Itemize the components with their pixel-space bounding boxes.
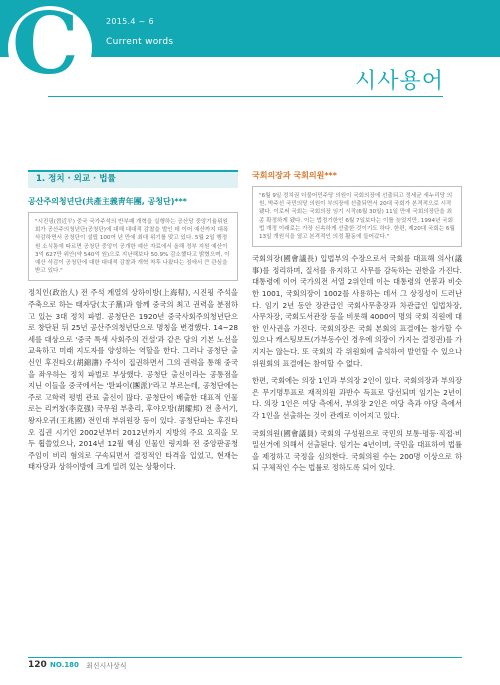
header-divider [48,96,443,97]
term-definition-member: 국회의원(國會議員) 국회의 구성원으로 국민의 보통·평등·직접·비밀선거에 의해서 선출된다. 임기는 4년이며, 국민을 대표하여 법률을 제정하고 국정을 심의한다. 국회의원 수는 200명 이상으로 하되 구체적인 수는 법률로 정하도록 되어 있다. [252,428,462,473]
page-title: 시사용어 [354,69,444,94]
news-quote-box: "시진핑(習近平) 중국 국가주석의 반부패 개혁을 실행하는 공산당 중앙기율위원회가 공산주의청년단(공청단)에 대해 대대적 감찰을 벌인 데 이어 예산까지 대폭 삭감하면서 공청단이 설립 100여 년 만에 최대 위기를 맞고 있다. 5월 2일 행정원 소식통에 따르면 공청단 중앙이 공개한 예산 자료에서 올해 정부 지원 예산이 3억 627만 위안(약 540억 원)으로 지난해보다 50.9% 감소했다고 밝혔으며, 이 예산 삭감이 공청단에 대한 대대적 감찰과 개혁 착후 나왔다는 점에서 큰 관심을 받고 있다." [28,212,238,281]
issue-number: NO.180 [50,661,79,669]
left-column [28,170,238,473]
term-definition: 정치인(政治人) 전 주석 계열의 상하이방(上海幇), 시진핑 주석을 주축으로 하는 태자당(太子黨)과 함께 중국의 최고 권력을 분점하고 있는 3대 정치 파벌. 공청단은 1920년 중국사회주의청년단으로 창단된 뒤 25년 공산주의청년단으로 명칭을 변경했다. 14~28세를 대상으로 '중국 특색 사회주의 건설'과 같은 당의 기본 노선을 교육하고 미래 지도자를 양성하는 역할을 한다. 그러나 공청단 출신인 후진타오(胡錦濤) 주석이 집권하면서 그의 권력을 통해 중국을 좌우하는 정치 파벌로 부상했다. 공청단 출신이라는 공통점을 지닌 이들을 중국에서는 '퇀파이(團派)'라고 부르는데, 공청단에는 주로 고학력 평범 관료 출신이 많다. 공청단이 배출한 대표적 인물로는 리커창(李克强) 국무원 부총리, 후야오방(胡耀邦) 전 총서기, 왕자오귀(王兆國) 전인대 부위원장 등이 있다. 공청단파는 후진타오 집권 시기인 2002년부터 2012년까지 지방의 주요 요직을 모두 휩쓸었으나, 2014년 12월 핵심 인물인 링지화 전 중앙판공청 주임이 비리 혐의로 구속되면서 결정적인 타격을 입었고, 현재는 태자당과 상하이방에 크게 밀려 있는 상황이다. [28,288,238,472]
term-definition-vice-speakers: 한편, 국회에는 의장 1인과 부의장 2인이 있다. 국회의장과 부의장은 무기명투표로 재적의원 과반수 득표로 당선되며 임기는 2년이다. 의장 1인은 여당 측에서, 부의장 2인은 여당 측과 야당 측에서 각 1인을 선출하는 것이 관례로 이어지고 있다. [252,376,462,420]
footer-divider [28,657,462,658]
page-header [0,0,500,150]
page-number: 120 [28,660,47,670]
term-title-communist-youth: 공산주의청년단(共產主義靑年團, 공청단)*** [28,197,187,206]
term-definition-speaker: 국회의장(國會議長) 입법부의 수장으로서 국회를 대표해 의사(議事)를 정리하며, 질서를 유지하고 사무를 감독하는 권한을 가진다. 대통령에 이어 국가의전 서열 2위인데 이는 대통령의 연봉과 비슷한 1001, 국회의장이 1002를 사용하는 데서 그 상징성이 드러난다. 임기 2년 동안 장관급인 국회사무총장과 차관급인 입법차장, 사무차장, 국회도서관장 등을 비롯해 4000여 명의 국회 직원에 대한 인사권을 가진다. 국회의장은 국회 본회의 표결에는 참가할 수 있으나 캐스팅보트(가부동수인 경우에 의장이 가지는 결정권)를 가지지는 않는다. 또 국회의 각 위원회에 출석하여 발언할 수 있으나 위원회의 표결에는 참여할 수 없다. [252,254,462,368]
magazine-name: 최신시사상식 [86,662,127,670]
news-quote-box-right: "6월 9일 정치권 더불어민주당 의원이 국회의장에 선출되고 정세균 새누리당 의원, 박주선 국민의당 의원이 부의장에 선출되면서 20대 국회가 본격적으로 시작됐다. 이로써 국회는 국회의장 임기 시작(6월 30일) 11일 만에 국회의장단을 최종 확정하게 됐다. 이는 법정기한인 6월 7일보다는 이틀 늦었지만, 1994년 국회법 개정 이래로는 가장 신속하게 선출한 것이기도 하다. 한편, 제20대 국회는 6월 13일 개원식을 열고 본격적인 의정 활동에 들어갔다." [252,186,462,247]
right-column [252,170,462,474]
section-letter: C [12,0,79,93]
issue-date: 2015.4 ~ 6 [106,17,154,26]
section-heading: 1. 정치 · 외교 · 법률 [28,170,238,188]
page-footer [28,657,462,673]
header-subtitle: Current words [106,37,174,47]
term-title-national-assembly: 국회의장과 국회의원*** [252,171,337,180]
